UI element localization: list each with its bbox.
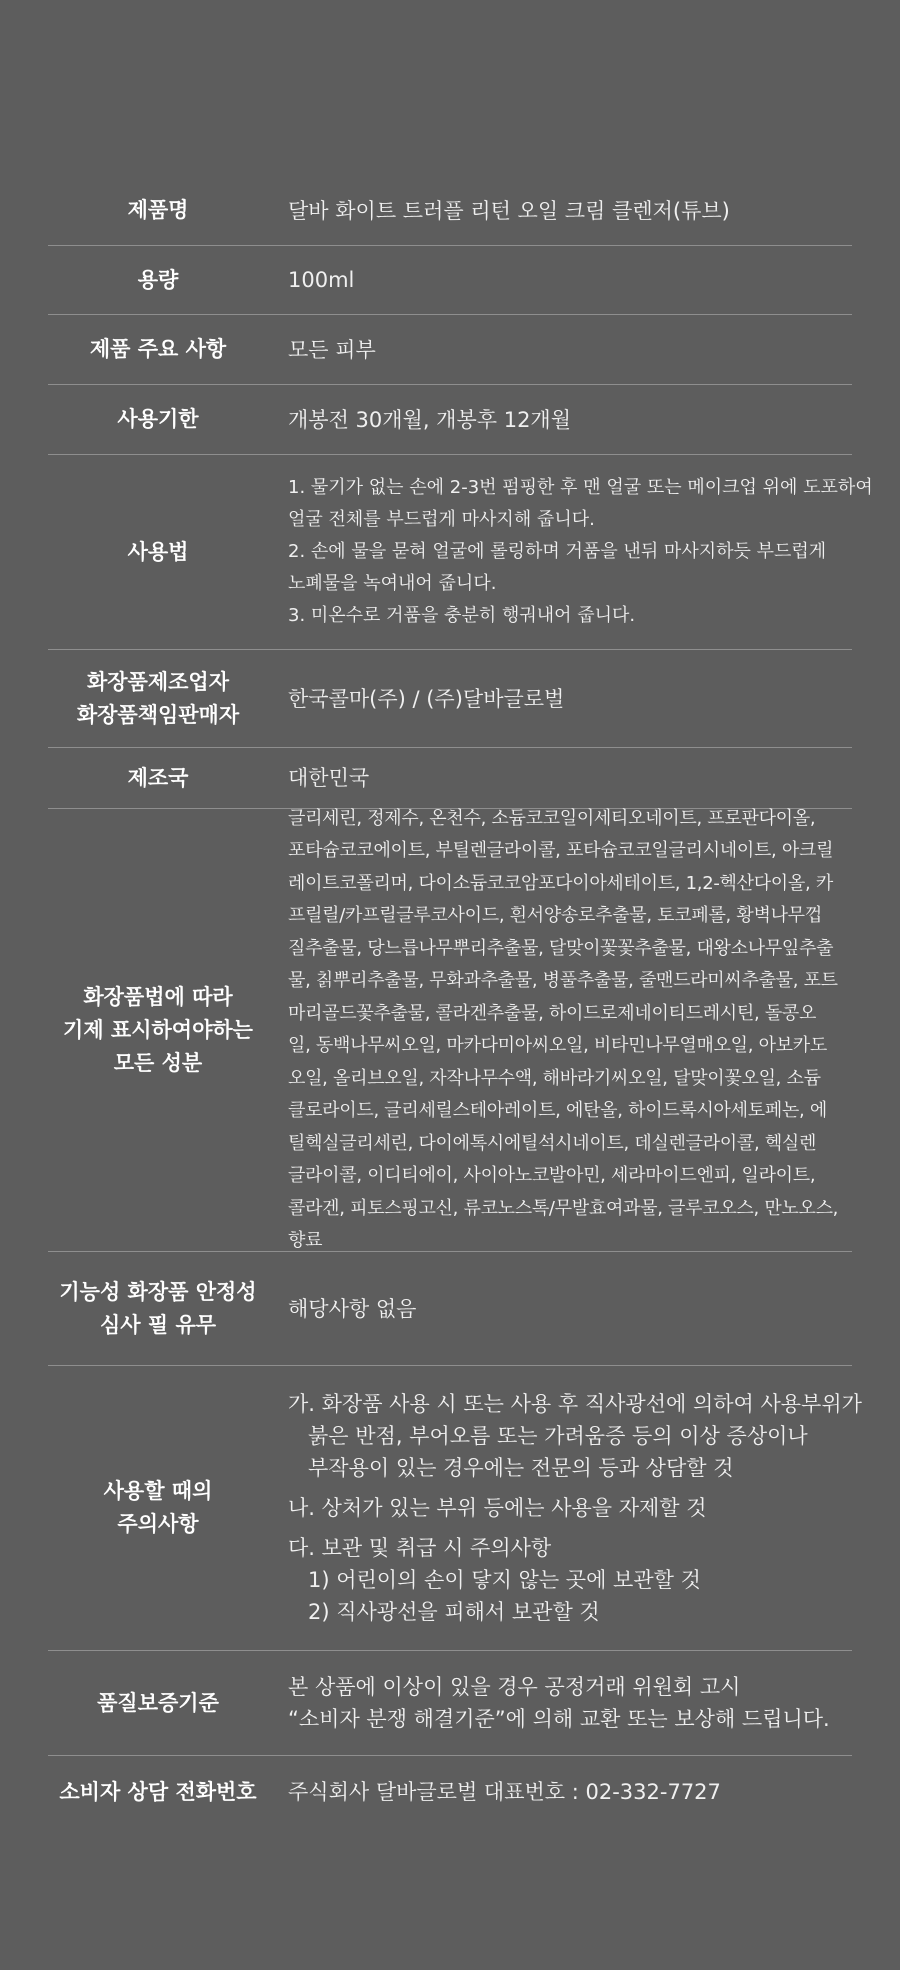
- row-value: [268, 762, 852, 794]
- row-quality-standard: [48, 1651, 852, 1756]
- row-product-name: [48, 176, 852, 246]
- value-line: 2. 손에 물을 묻혀 얼굴에 롤링하며 거품을 낸뒤 마사지하듯 부드럽게: [288, 541, 827, 562]
- value-line: 포타슘코코에이트, 부틸렌글라이콜, 포타슘코코일글리시네이트, 아크릴: [288, 840, 834, 861]
- value-line: 글리세린, 정제수, 온천수, 소듐코코일이세티오네이트, 프로판다이올,: [288, 807, 816, 829]
- value-line: 물, 칡뿌리추출물, 무화과추출물, 병풀추출물, 줄맨드라미씨추출물, 포트: [288, 970, 838, 991]
- row-customer-phone: [48, 1756, 852, 1828]
- row-label: 품질보증기준: [97, 1690, 219, 1715]
- row-label: 사용기한: [117, 407, 199, 431]
- row-label: 화장품법에 따라 기제 표시하여야하는 모든 성분: [63, 984, 253, 1075]
- value-line: 콜라겐, 피토스핑고신, 류코노스톡/무발효여과물, 글루코오스, 만노오스,: [288, 1197, 839, 1219]
- value-line: 향료: [288, 1230, 323, 1251]
- row-precautions: [48, 1366, 862, 1651]
- value-line: 일, 동백나무씨오일, 마카다미아씨오일, 비타민나무열매오일, 아보카도: [288, 1035, 827, 1056]
- value-line: 대한민국: [288, 766, 370, 790]
- value-line: 주식회사 달바글로벌 대표번호 : 02-332-7727: [288, 1780, 721, 1804]
- row-label: 사용법: [127, 539, 189, 564]
- value-line: 2) 직사광선을 피해서 보관할 것: [308, 1600, 600, 1624]
- row-value: [268, 1388, 870, 1628]
- row-key-features: [48, 315, 852, 385]
- row-directions: [48, 455, 873, 650]
- value-line: 개봉전 30개월, 개봉후 12개월: [288, 407, 572, 432]
- value-line: 글라이콜, 이디티에이, 사이아노코발아민, 세라마이드엔피, 일라이트,: [288, 1165, 816, 1186]
- value-line: 달바 화이트 트러플 리턴 오일 크림 클렌저(튜브): [288, 198, 730, 223]
- row-label: 제품 주요 사항: [89, 337, 227, 361]
- value-line: 레이트코폴리머, 다이소듐코코암포다이아세테이트, 1,2-헥산다이올, 카: [288, 872, 833, 894]
- row-label: 제조국: [127, 765, 189, 790]
- value-line: 붉은 반점, 부어오름 또는 가려움증 등의 이상 증상이나: [308, 1424, 808, 1448]
- row-label: 사용할 때의 주의사항: [103, 1479, 213, 1536]
- value-line: 해당사항 없음: [288, 1296, 417, 1321]
- value-line: 클로라이드, 글리세릴스테아레이트, 에탄올, 하이드록시아세토페논, 에: [288, 1100, 827, 1121]
- row-label: 용량: [137, 267, 179, 292]
- row-label: 화장품제조업자 화장품책임판매자: [76, 669, 240, 727]
- value-line: 마리골드꽃추출물, 콜라겐추출물, 하이드로제네이티드레시틴, 돌콩오: [288, 1002, 817, 1024]
- row-value: [268, 334, 852, 366]
- row-value: [268, 404, 852, 436]
- value-line: “소비자 분쟁 해결기준”에 의해 교환 또는 보상해 드립니다.: [288, 1707, 830, 1731]
- value-line: 본 상품에 이상이 있을 경우 공정거래 위원회 고시: [288, 1675, 741, 1699]
- value-line: 1) 어린이의 손이 닿지 않는 곳에 보관할 것: [308, 1568, 701, 1592]
- value-line: 노폐물을 녹여내어 줍니다.: [288, 573, 497, 594]
- value-line: 한국콜마(주) / (주)달바글로벌: [288, 686, 565, 711]
- row-value: [268, 195, 852, 227]
- value-line: 얼굴 전체를 부드럽게 마사지해 줍니다.: [288, 509, 595, 530]
- value-line: 100ml: [288, 268, 355, 292]
- value-line: 프릴릴/카프릴글루코사이드, 흰서양송로추출물, 토코페롤, 황벽나무껍: [288, 905, 822, 926]
- value-line: 1. 물기가 없는 손에 2-3번 펌핑한 후 맨 얼굴 또는 메이크업 위에 도포하여: [288, 477, 873, 498]
- row-label: 기능성 화장품 안정성 심사 필 유무: [59, 1279, 257, 1337]
- row-value: [268, 1671, 852, 1735]
- row-value: [268, 1293, 852, 1325]
- value-line: 오일, 올리브오일, 자작나무수액, 해바라기씨오일, 달맞이꽃오일, 소듐: [288, 1067, 821, 1089]
- value-line: 3. 미온수로 거품을 충분히 행궈내어 줍니다.: [288, 605, 636, 626]
- row-value: [268, 803, 852, 1258]
- row-country: [48, 748, 852, 809]
- row-ingredients: [48, 809, 852, 1252]
- row-label: 제품명: [127, 198, 189, 222]
- value-line: 가. 화장품 사용 시 또는 사용 후 직사광선에 의하여 사용부위가: [288, 1392, 862, 1416]
- value-line: 모든 피부: [288, 337, 376, 362]
- value-line: 다. 보관 및 취급 시 주의사항: [288, 1536, 552, 1560]
- row-functional-review: [48, 1252, 852, 1366]
- value-line: 틸헥실글리세린, 다이에톡시에틸석시네이트, 데실렌글라이콜, 헥실렌: [288, 1132, 817, 1154]
- value-line: 부작용이 있는 경우에는 전문의 등과 상담할 것: [308, 1456, 734, 1480]
- product-info-table: [48, 176, 873, 1828]
- row-value: [268, 472, 881, 632]
- row-value: [268, 264, 852, 296]
- row-value: [268, 1776, 852, 1808]
- row-label: 소비자 상담 전화번호: [59, 1779, 257, 1804]
- row-manufacturer: [48, 650, 852, 748]
- row-volume: [48, 246, 852, 315]
- value-line: 질추출물, 당느릅나무뿌리추출물, 달맞이꽃꽃추출물, 대왕소나무잎추출: [288, 937, 834, 959]
- row-expiry: [48, 385, 852, 455]
- value-line: 나. 상처가 있는 부위 등에는 사용을 자제할 것: [288, 1496, 707, 1520]
- row-value: [268, 683, 852, 715]
